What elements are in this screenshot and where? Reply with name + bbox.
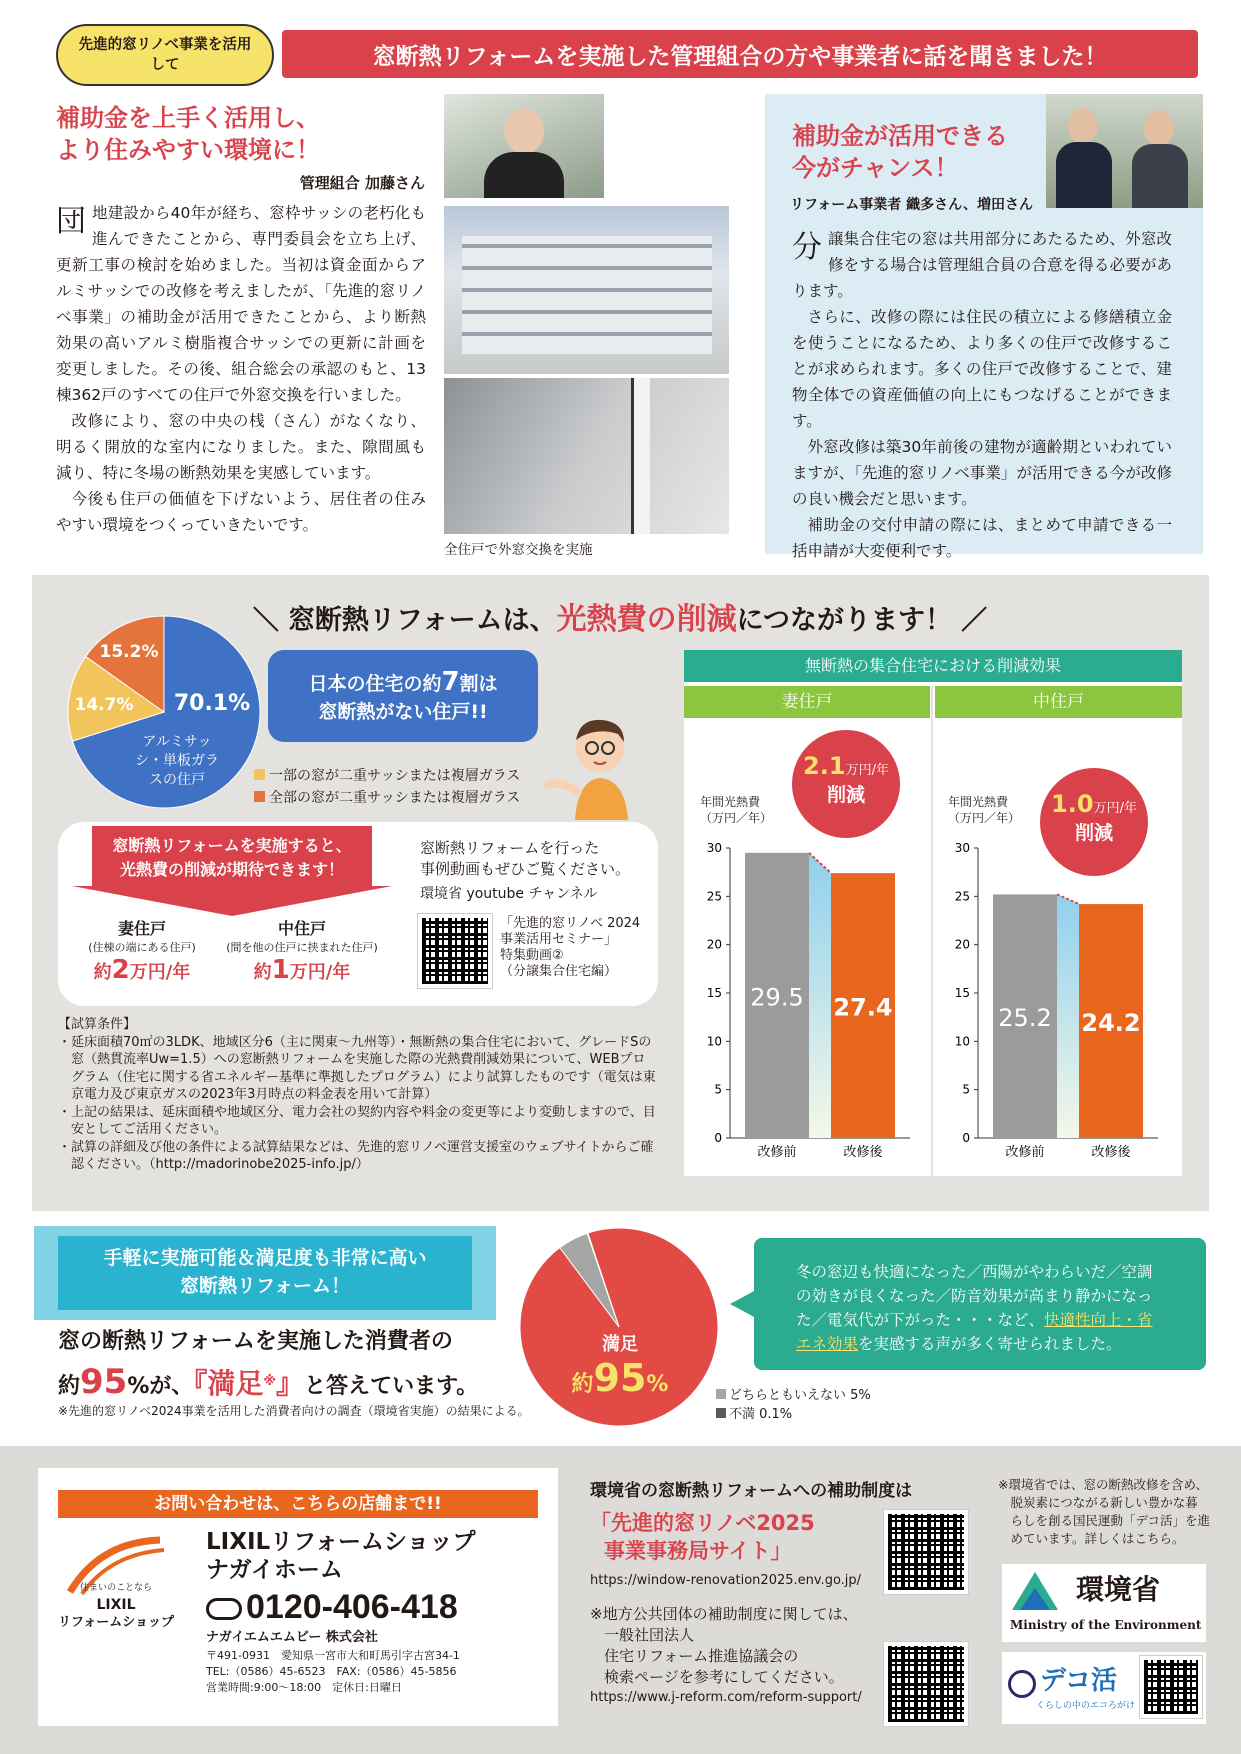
phone-number: 0120-406-418 — [246, 1588, 458, 1626]
decokatsu-name: デコ活 — [1040, 1666, 1117, 1696]
tel-fax: TEL:（0586）45-6523 FAX:（0586）45-5856 — [206, 1665, 457, 1678]
local-line4: 検索ページを参考にしてください。 — [604, 1668, 844, 1686]
badge-mid-word: 削減 — [1074, 822, 1113, 844]
end-val-a: 約 — [93, 962, 112, 983]
pie-satisfied-word: 満足 — [602, 1334, 638, 1355]
mid-unit-bar-chart — [944, 836, 1174, 1166]
end-unit-bar-chart — [696, 836, 926, 1166]
conditions — [58, 1016, 658, 1174]
x-category-label: 改修後 — [1091, 1145, 1131, 1160]
local-qr-code[interactable] — [884, 1642, 968, 1726]
decokatsu-sub: くらしの中のエコろがけ — [1036, 1701, 1136, 1711]
local-line3: 住宅リフォーム推進協議会の — [604, 1647, 799, 1665]
end-unit-title: 妻住戸 — [117, 919, 166, 938]
badge-mid-num: 1.0 — [1051, 790, 1094, 818]
end-unit-note: (住棟の端にある住戸) — [88, 941, 196, 954]
x-category-label: 改修後 — [843, 1145, 883, 1160]
y-tick-label: 30 — [954, 841, 970, 855]
satisfaction-legend — [716, 1386, 871, 1424]
mid-ylabel-2: （万円／年） — [948, 811, 1021, 825]
conditions-1: ・延床面積70㎡の3LDK、地域区分6（主に関東～九州等）・無断熱の集合住宅において、グレードSの窓（熱貫流率Uw=1.5）への窓断熱リフォームを実施した際の光熱費削減効果について、WEBプログラム（住宅に関する省エネルギー基準に準拠したプログラム）により試算したものです（電気は東京電力及び東京ガスの2023年3月時点の料金表を用いて計算） — [58, 1034, 656, 1102]
savings-arrow-text — [92, 834, 372, 882]
right-para3: 外窓改修は築30年前後の建物が適齢期といわれていますが、「先進的窓リノベ事業」が活用できる今が改修の良い機会だと思います。 — [792, 438, 1172, 508]
mid-unit-title: 中住戸 — [277, 919, 326, 938]
y-tick-label: 25 — [954, 889, 970, 904]
bar-value-label: 25.2 — [998, 1004, 1052, 1033]
mid-val-num: 1 — [271, 955, 290, 985]
staff-photo — [1046, 94, 1203, 208]
badge-end-unit: 万円/年 — [845, 763, 889, 778]
portrait-photo — [444, 94, 604, 198]
youtube-channel: 環境省 youtube チャンネル — [420, 886, 598, 902]
right-speaker: リフォーム事業者 織多さん、増田さん — [790, 197, 1034, 213]
voices-box — [754, 1238, 1206, 1370]
x-category-label: 改修前 — [757, 1145, 797, 1160]
contact-bar: お問い合わせは、こちらの店舗まで!! — [58, 1490, 538, 1518]
statement-g: と答えています。 — [304, 1374, 479, 1399]
pie-val-a: 約 — [571, 1372, 594, 1397]
statement-a: 約 — [58, 1374, 81, 1399]
header-banner — [282, 30, 1198, 78]
legend-neutral: どちらともいえない 5% — [729, 1388, 871, 1403]
statement-close: 』 — [276, 1367, 305, 1400]
legend-full — [254, 787, 520, 807]
ribbon-line1: 手軽に実施可能＆満足度も非常に高い — [103, 1247, 427, 1269]
mid-val-a: 約 — [253, 962, 272, 983]
phone[interactable] — [206, 1588, 458, 1627]
y-tick-label: 10 — [706, 1034, 722, 1049]
decokatsu-qr-code[interactable] — [1140, 1656, 1202, 1718]
statement-satisfied: 『満足 — [193, 1367, 264, 1400]
badge-mid-unit: 万円/年 — [1093, 801, 1137, 816]
pie-label-70: 70.1% — [173, 691, 251, 716]
ribbon-line2: 窓断熱リフォーム！ — [179, 1275, 351, 1297]
voices-highlight: 快適性向上・省エネ効果 — [796, 1311, 1153, 1353]
office-line2: 事業事務局サイト」 — [604, 1539, 792, 1563]
statement-line1: 窓の断熱リフォームを実施した消費者の — [58, 1329, 453, 1354]
right-para1: 譲集合住宅の窓は共用部分にあたるため、外窓改修をする場合は管理組合員の合意を得る必要があります。 — [792, 230, 1172, 300]
logo-lixil: LIXIL — [96, 1597, 136, 1613]
qr-text-2: 事業活用セミナー」 — [500, 932, 618, 947]
statement-c: %が、 — [127, 1374, 194, 1399]
left-title — [56, 102, 320, 166]
left-title-line1: 補助金を上手く活用し、 — [56, 104, 320, 132]
reduction-area — [809, 853, 831, 1138]
decokatsu-logo — [1002, 1652, 1206, 1724]
bars-divider — [931, 686, 933, 1176]
left-speaker: 管理組合 加藤さん — [299, 174, 425, 192]
qr-text-1: 「先進的窓リノベ 2024 — [500, 916, 641, 931]
bars-header-end: 妻住戸 — [684, 686, 930, 718]
satisfaction-note: ※先進的窓リノベ2024事業を活用した消費者向けの調査（環境省実施）の結果による。 — [58, 1404, 530, 1418]
advisor-illustration — [540, 700, 650, 820]
header-bubble — [56, 24, 274, 86]
conditions-title: 【試算条件】 — [58, 1017, 137, 1032]
freedial-icon — [206, 1598, 242, 1620]
badge-end — [792, 730, 900, 838]
y-tick-label: 10 — [954, 1034, 970, 1049]
env-note: ※環境省では、窓の断熱改修を含め、脱炭素につながる新しい豊かな暮らしを創る国民運動「デコ活」を進めています。詳しくはこちら。 — [998, 1477, 1211, 1546]
office-qr-code[interactable] — [884, 1510, 968, 1594]
legend-unsatisfied: 不満 0.1% — [729, 1407, 793, 1422]
local-line2: 一般社団法人 — [604, 1626, 695, 1644]
video-line1: 窓断熱リフォームを行った — [420, 839, 600, 857]
pie-val-unit: % — [646, 1372, 669, 1397]
moe-leaf-icon — [1010, 1570, 1060, 1616]
legend-partial — [254, 765, 520, 785]
shop-name — [206, 1528, 476, 1584]
moe-english: Ministry of the Environment — [1010, 1618, 1202, 1632]
voices-end: を実感する声が多く寄せられました。 — [858, 1335, 1122, 1353]
logo-small: 住まいのことなら — [79, 1583, 152, 1593]
x-category-label: 改修前 — [1005, 1145, 1045, 1160]
legend-full-text: 全部の窓が二重サッシまたは複層ガラス — [269, 790, 521, 806]
shop-line1: LIXILリフォームショップ — [206, 1529, 476, 1555]
arrow-line2: 光熱費の削減が期待できます！ — [119, 860, 344, 879]
reduction-area — [1057, 894, 1079, 1138]
subsidy-title: 環境省の窓断熱リフォームへの補助制度は — [590, 1481, 913, 1501]
pie-label-14: 14.7% — [74, 695, 134, 715]
header-banner-text: 窓断熱リフォームを実施した管理組合の方や事業者に話を聞きました！ — [372, 43, 1108, 70]
logo-reform: リフォームショップ — [57, 1615, 175, 1630]
legend-partial-text: 一部の窓が二重サッシまたは複層ガラス — [269, 768, 521, 784]
header-bubble-text: 先進的窓リノベ事業を活用して — [78, 37, 252, 73]
right-para4: 補助金の交付申請の際には、まとめて申請できる一括申請が大変便利です。 — [792, 516, 1172, 560]
statement-mark: ※ — [263, 1374, 277, 1389]
mid-unit-note: (間を他の住戸に挟まれた住戸) — [226, 941, 378, 954]
end-val-num: 2 — [111, 955, 130, 985]
ribbon-inner — [58, 1236, 472, 1310]
moe-logo — [1002, 1564, 1206, 1642]
callout-line2: 窓断熱がない住戸!! — [318, 701, 488, 723]
y-tick-label: 25 — [706, 889, 722, 904]
left-para2: 改修により、窓の中央の桟（さん）がなくなり、明るく開放的な室内になりました。また、隙間風も減り、特に冬場の断熱効果を実感しています。 — [56, 412, 426, 482]
video-line2: 事例動画もぜひご覧ください。 — [420, 860, 631, 878]
bar-value-label: 27.4 — [833, 993, 893, 1022]
left-para1: 地建設から40年が経ち、窓枠サッシの老朽化も進んできたことから、専門委員会を立ち上げ、更新工事の検討を始めました。当初は資金面からアルミサッシでの改修を考えましたが、「先進的窓リノベ事業」の補助金が活用できたことから、より断熱効果の高いアルミ樹脂複合サッシでの更新に計画を変更しました。その後、組合総会の承認のもと、13棟362戸のすべての住戸で外窓交換を行いました。 — [56, 204, 426, 404]
conditions-2: ・上記の結果は、延床面積や地域区分、電力会社の契約内容や料金の変更等により変動しますので、目安としてご活用ください。 — [58, 1104, 656, 1137]
voices-tail — [730, 1290, 756, 1318]
badge-end-word: 削減 — [826, 784, 865, 806]
statement-num: 95 — [80, 1362, 128, 1402]
office-url[interactable]: https://window-renovation2025.env.go.jp/ — [590, 1573, 862, 1588]
y-tick-label: 20 — [706, 937, 722, 952]
window-photo — [444, 378, 729, 534]
bars-title: 無断熱の集合住宅における削減効果 — [684, 650, 1182, 682]
right-title — [792, 120, 1008, 184]
satisfaction-statement — [58, 1322, 478, 1407]
pie-val-num: 95 — [593, 1356, 647, 1400]
conditions-3: ・試算の詳細及び他の条件による試算結果などは、先進的窓リノベ運営支援室のウェブサイトからご確認ください。（http://madorinobe2025-info.jp/） — [58, 1139, 654, 1172]
lixil-logo-text — [56, 1580, 176, 1631]
end-unit-saving — [72, 916, 212, 985]
video-info — [420, 838, 630, 905]
mid-val-unit: 万円/年 — [289, 962, 351, 983]
callout-bubble — [268, 650, 538, 742]
y-tick-label: 0 — [962, 1131, 970, 1145]
moe-name: 環境省 — [1076, 1573, 1161, 1606]
headline-part1: 窓断熱リフォームは、 — [287, 605, 557, 636]
left-title-line2: より住みやすい環境に！ — [56, 136, 320, 164]
callout-line1b: 割は — [459, 673, 498, 695]
y-tick-label: 15 — [954, 986, 970, 1000]
y-tick-label: 30 — [706, 841, 722, 855]
local-line1: ※地方公共団体の補助制度に関しては、 — [590, 1605, 858, 1623]
decokatsu-circle-icon — [1008, 1670, 1036, 1698]
mid-unit-saving — [212, 916, 392, 985]
company-name: ナガイエムエムビー 株式会社 — [206, 1630, 378, 1645]
right-title-line1: 補助金が活用できる — [792, 122, 1008, 150]
local-url[interactable]: https://www.j-reform.com/reform-support/ — [590, 1690, 862, 1705]
end-ylabel — [700, 794, 772, 826]
shop-line2: ナガイホーム — [206, 1557, 343, 1583]
qr-text-4: （分譲集合住宅編） — [500, 964, 618, 979]
arrow-line1: 窓断熱リフォームを実施すると、 — [112, 836, 352, 855]
video-qr-code[interactable] — [418, 914, 492, 988]
bar-value-label: 29.5 — [750, 983, 804, 1012]
photo-caption: 全住戸で外窓交換を実施 — [444, 542, 593, 558]
mid-ylabel — [948, 794, 1020, 826]
y-tick-label: 15 — [706, 986, 722, 1000]
savings-headline: ＼ 窓断熱リフォームは、光熱費の削減につながります！ ／ — [252, 602, 988, 637]
headline-part3: につながります！ — [736, 605, 953, 636]
qr-text-3: 特集動画② — [500, 948, 564, 963]
left-body — [56, 200, 426, 538]
right-para2: さらに、改修の際には住民の積立による修繕積立金を使うことになるため、より多くの住戸で改修することが求められます。多くの住戸で改修することで、建物全体での資産価値の向上にもつなげることができます。 — [792, 308, 1172, 430]
end-ylabel-2: （万円／年） — [700, 811, 773, 825]
callout-line1a: 日本の住宅の約 — [308, 673, 442, 695]
mid-ylabel-1: 年間光熱費 — [948, 795, 1009, 809]
bars-header-mid: 中住戸 — [935, 686, 1182, 718]
right-title-line2: 今がチャンス！ — [792, 154, 959, 182]
left-para3: 今後も住戸の価値を下げないよう、居住者の住みやすい環境をつくっていきたいです。 — [56, 490, 426, 534]
pie-label-15: 15.2% — [99, 642, 159, 662]
office-line1: 「先進的窓リノベ2025 — [590, 1511, 815, 1535]
y-tick-label: 5 — [962, 1082, 970, 1097]
video-qr-text — [500, 916, 640, 980]
satisfaction-pie-label — [540, 1330, 700, 1400]
end-ylabel-1: 年間光熱費 — [700, 795, 761, 809]
building-photo — [444, 206, 729, 374]
y-tick-label: 0 — [714, 1131, 722, 1145]
y-tick-label: 5 — [714, 1082, 722, 1097]
end-val-unit: 万円/年 — [129, 962, 191, 983]
y-tick-label: 20 — [954, 937, 970, 952]
pie-main-label: アルミサッシ・単板ガラスの住戸 — [135, 734, 219, 788]
right-dropcap: 分 — [792, 230, 822, 265]
right-body — [792, 226, 1172, 564]
badge-end-num: 2.1 — [803, 752, 846, 780]
headline-highlight: 光熱費の削減 — [556, 602, 737, 637]
business-hours: 営業時間:9:00～18:00 定休日:日曜日 — [206, 1681, 402, 1694]
bar-value-label: 24.2 — [1081, 1009, 1141, 1038]
shop-details — [206, 1630, 460, 1696]
callout-big: 7 — [441, 667, 460, 697]
voices-text: 冬の窓辺も快適になった／西陽がやわらいだ／空調の効きが良くなった／防音効果が高まり静かになった／電気代が下がった・・・など、 — [796, 1263, 1153, 1329]
subsidy-info — [590, 1476, 912, 1705]
left-dropcap: 団 — [56, 204, 86, 239]
address: 〒491-0931 愛知県一宮市大和町馬引字古宮34-1 — [206, 1649, 460, 1662]
